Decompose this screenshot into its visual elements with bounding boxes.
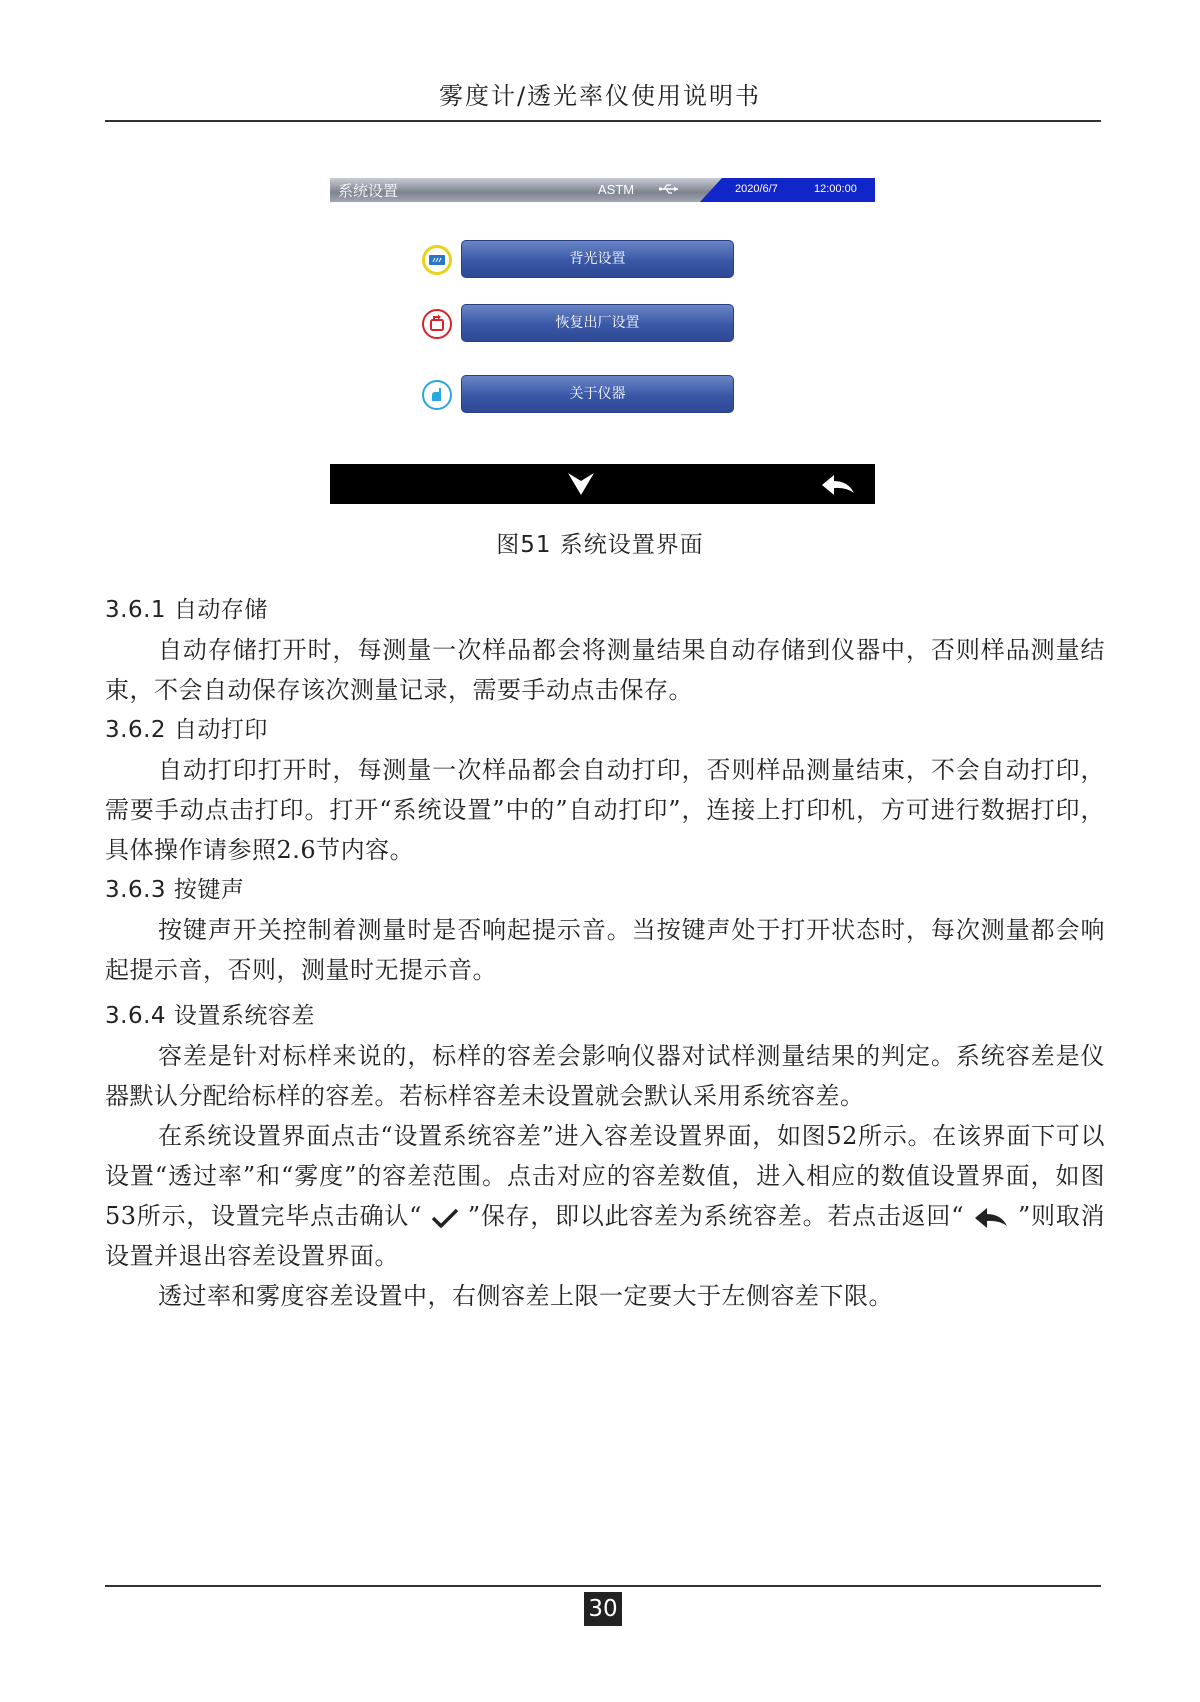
navigation-bar [330, 464, 875, 504]
paragraph: 自动存储打开时，每测量一次样品都会将测量结果自动存储到仪器中，否则样品测量结束，不会自动保存该次测量记录，需要手动点击保存。 [105, 636, 1105, 704]
paragraph-text: ”保存，即以此容差为系统容差。若点击返回“ [467, 1202, 964, 1230]
backlight-icon [422, 245, 452, 275]
menu-item-factory-reset [422, 304, 734, 344]
paragraph [105, 1116, 1105, 1276]
section-heading: 3.6.4 设置系统容差 [105, 1003, 315, 1029]
section-heading: 3.6.1 自动存储 [105, 597, 268, 623]
back-arrow-icon[interactable] [820, 473, 856, 497]
figure-caption: 图51 系统设置界面 [496, 532, 704, 558]
system-settings-screen [330, 178, 875, 504]
standard-label: ASTM [598, 182, 635, 197]
back-arrow-icon [972, 1206, 1010, 1230]
paragraph-text: ”则取消设置并退出容差设置界面。 [105, 1202, 1105, 1270]
running-head: 雾度计/透光率仪使用说明书 [438, 82, 762, 110]
status-bar [330, 178, 875, 202]
body-content [105, 590, 1105, 1316]
factory-reset-button[interactable]: 恢复出厂设置 [461, 304, 734, 342]
header-rule [105, 120, 1101, 122]
screen-title: 系统设置 [338, 183, 399, 200]
page-number: 30 [584, 1592, 622, 1626]
section-heading: 3.6.3 按键声 [105, 877, 245, 903]
paragraph: 容差是针对标样来说的，标样的容差会影响仪器对试样测量结果的判定。系统容差是仪器默认分配给标样的容差。若标样容差未设置就会默认采用系统容差。 [105, 1042, 1105, 1110]
check-icon [430, 1207, 460, 1229]
paragraph: 按键声开关控制着测量时是否响起提示音。当按键声处于打开状态时，每次测量都会响起提示音，否则，测量时无提示音。 [105, 916, 1105, 984]
paragraph: 透过率和雾度容差设置中，右侧容差上限一定要大于左侧容差下限。 [158, 1282, 893, 1310]
factory-reset-icon [422, 309, 452, 339]
footer-rule [105, 1585, 1101, 1587]
about-instrument-button[interactable]: 关于仪器 [461, 375, 734, 413]
paragraph: 自动打印打开时，每测量一次样品都会自动打印，否则样品测量结束，不会自动打印，需要手动点击打印。打开“系统设置”中的”自动打印”，连接上打印机，方可进行数据打印，具体操作请参照2.6节内容。 [105, 756, 1105, 864]
status-date: 2020/6/7 [735, 183, 778, 195]
menu-item-about [422, 375, 734, 415]
paragraph-text: 在系统设置界面点击“设置系统容差”进入容差设置界面，如图52所示。在该界面下可以设置“透过率”和“雾度”的容差范围。点击对应的容差数值，进入相应的数值设置界面，如图53所示，设置完毕点击确认“ [105, 1122, 1105, 1230]
backlight-settings-button[interactable]: 背光设置 [461, 240, 734, 278]
about-instrument-icon [422, 380, 452, 410]
usb-icon [658, 182, 680, 196]
status-time: 12:00:00 [814, 183, 857, 195]
menu-item-backlight [422, 240, 734, 280]
chevron-down-icon[interactable] [566, 471, 596, 497]
section-heading: 3.6.2 自动打印 [105, 717, 268, 743]
